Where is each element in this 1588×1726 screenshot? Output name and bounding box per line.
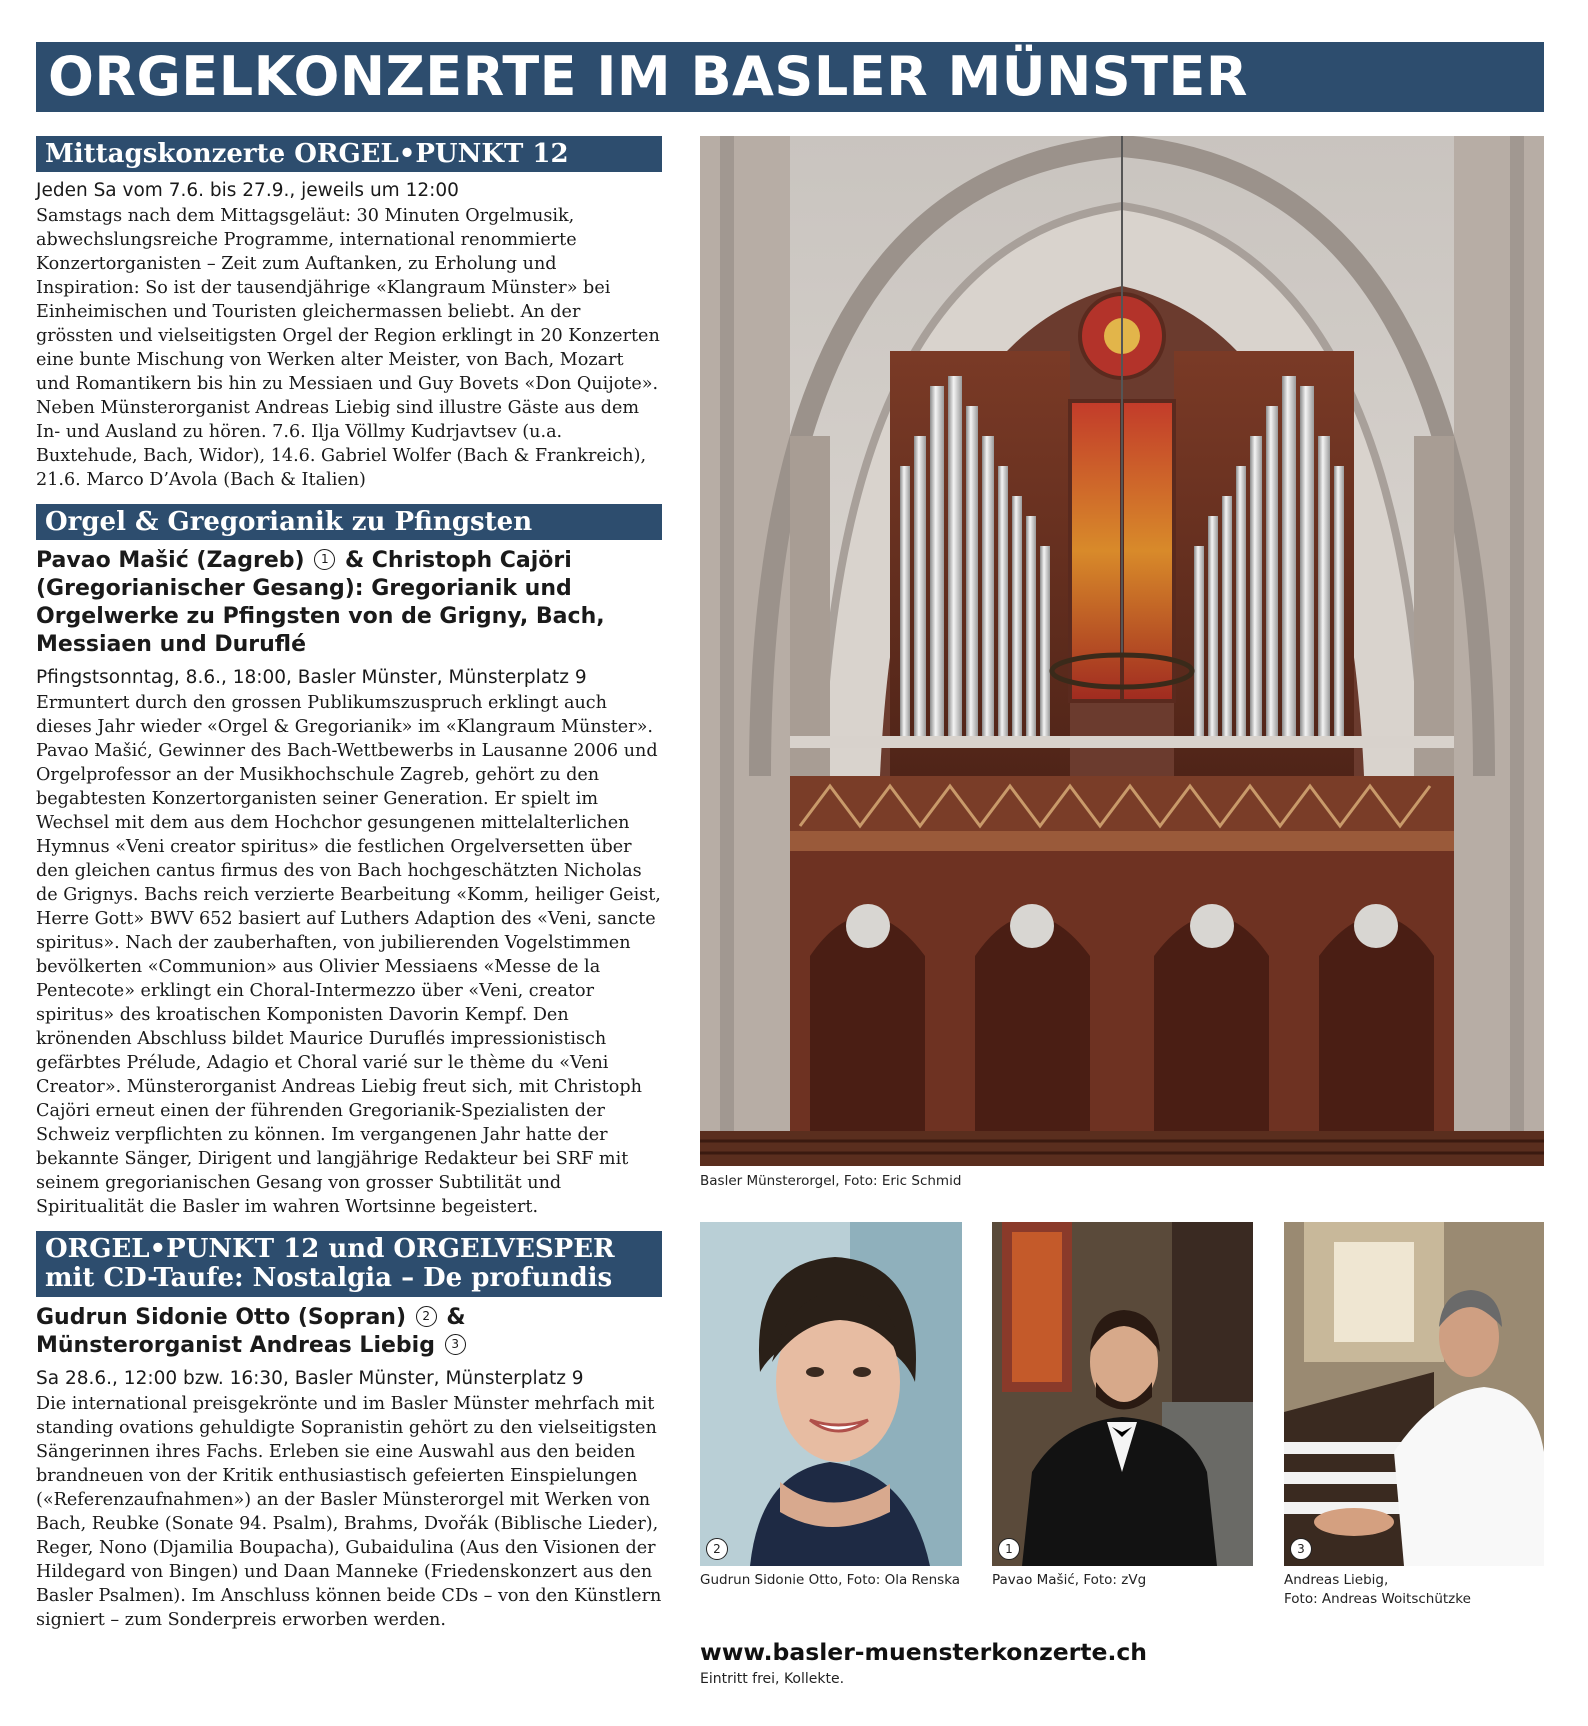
section2-body: Ermuntert durch den grossen Publikumszuspruch erklingt auch dieses Jahr wieder «Orgel & Gregorianik» im «Klangraum Münster». Pavao Mašić, Gewinner des Bach-Wettbewerbs in Lausanne 2006 und Orgelprofessor an der Musikhochschule Zagreb, gehört zu den begabtesten Konzertorganisten seiner Generation. Er spielt im Wechsel mit dem aus dem Hochchor gesungenen mittelalterlichen Hymnus «Veni creator spiritus» die festlichen Orgelversetten über den gleichen cantus firmus des von Bach hochgeschätzten Nicholas de Grignys. Bachs reich verzierte Bearbeitung «Komm, heiliger Geist, Herre Gott» BWV 652 basiert auf Luthers Adaption des «Veni, sancte spiritus». Nach der zauberhaften, von jubilierenden Vogelstimmen bevölkerten «Communion» aus Olivier Messiaens «Messe de la Pentecote» erklingt ein Choral-Intermezzo über «Veni, creator spiritus» des kroatischen Komponisten Davorin Kempf. Den krönenden Abschluss bildet Maurice Duruflés impressionistisch gefärbtes Prélude, Adagio et Choral varié sur le thème du «Veni Creator». Münsterorganist Andreas Liebig freut sich, mit Christoph Cajöri erneut einen der führenden Gregorianik-Spezialisten der Schweiz verpflichten zu können. Im vergangenen Jahr hatte der bekannte Sänger, Dirigent und langjährige Redakteur bei SRF mit seinem gregorianischen Gesang von grosser Subtilität und Spiritualität die Basler im wahren Wortsinne begeistert.	[36, 693, 661, 1217]
organ-photo-illustration	[700, 136, 1544, 1166]
marker-1-icon: 1	[314, 549, 335, 570]
section-heading-pfingsten: Orgel & Gregorianik zu Pfingsten	[36, 504, 662, 540]
otto-portrait-illustration	[700, 1222, 962, 1566]
masic-photo	[992, 1222, 1253, 1566]
section2-title-part2: & Christoph Cajöri (Gregorianischer Gesang): Gregorianik und Orgelwerke zu Pfingsten von de Grigny, Bach, Messiaen und Duruflé	[36, 548, 605, 657]
liebig-portrait-illustration	[1284, 1222, 1544, 1566]
organ-photo-caption: Basler Münsterorgel, Foto: Eric Schmid	[700, 1173, 962, 1189]
liebig-caption	[1284, 1571, 1471, 1609]
section-heading-orgelvesper	[36, 1231, 662, 1297]
section-heading-mittagskonzerte: Mittagskonzerte ORGEL•PUNKT 12	[36, 136, 662, 172]
title-banner	[36, 42, 1544, 112]
section3-title-part1: Gudrun Sidonie Otto (Sopran)	[36, 1305, 407, 1330]
otto-caption: Gudrun Sidonie Otto, Foto: Ola Renska	[700, 1572, 961, 1588]
marker-2-icon: 2	[416, 1306, 437, 1327]
section3-title-part2: & Münsterorganist Andreas Liebig	[36, 1305, 466, 1358]
section3-dates: Sa 28.6., 12:00 bzw. 16:30, Basler Münster, Münsterplatz 9	[36, 1368, 584, 1389]
section3-body: Die international preisgekrönte und im Basler Münster mehrfach mit standing ovations gehuldigte Sopranistin gehört zu den vielseitigsten Sängerinnen ihres Fachs. Erleben sie eine Auswahl aus den beiden brandneuen von der Kritik enthusiastisch gefeierten Einspielungen («Referenzaufnahmen») an der Basler Münsterorgel mit Werken von Bach, Reubke (Sonate 94. Psalm), Brahms, Dvořák (Biblische Lieder), Reger, Nono (Djamilia Boupacha), Gubaidulina (Aus den Visionen der Hildegard von Bingen) und Daan Manneke (Friedenskonzert aus den Basler Psalmen). Im Anschluss können beide CDs – von den Künstlern signiert – zum Sonderpreis erworben werden.	[36, 1394, 662, 1630]
masic-portrait-illustration	[992, 1222, 1253, 1566]
section2-dates: Pfingstsonntag, 8.6., 18:00, Basler Münster, Münsterplatz 9	[36, 667, 587, 688]
section3-title	[36, 1304, 662, 1360]
section1-body: Samstags nach dem Mittagsgeläut: 30 Minuten Orgelmusik, abwechslungsreiche Programme, international renommierte Konzertorganisten – Zeit zum Auftanken, zu Erholung und Inspiration: So ist der tausendjährige «Klangraum Münster» bei Einheimischen und Touristen gleichermassen beliebt. An der grössten und vielseitigsten Orgel der Region erklingt in 20 Konzerten eine bunte Mischung von Werken alter Meister, von Bach, Mozart und Romantikern bis hin zu Messiaen und Guy Bovets «Don Quijote». Neben Münsterorganist Andreas Liebig sind illustre Gäste aus dem In- und Ausland zu hören. 7.6. Ilja Völlmy Kudrjavtsev (u.a. Buxtehude, Bach, Widor), 14.6. Gabriel Wolfer (Bach & Frankreich), 21.6. Marco D’Avola (Bach & Italien)	[36, 206, 660, 490]
liebig-photo	[1284, 1222, 1544, 1566]
otto-photo	[700, 1222, 962, 1566]
page-title: ORGELKONZERTE IM BASLER MÜNSTER	[48, 45, 1248, 108]
liebig-caption-line2: Foto: Andreas Woitschützke	[1284, 1591, 1471, 1607]
otto-marker-badge: 2	[706, 1538, 728, 1560]
masic-marker-badge: 1	[998, 1538, 1020, 1560]
liebig-marker-badge: 3	[1290, 1538, 1312, 1560]
masic-caption: Pavao Mašić, Foto: zVg	[992, 1572, 1147, 1588]
section2-title-part1: Pavao Mašić (Zagreb)	[36, 548, 305, 573]
entry-note: Eintritt frei, Kollekte.	[700, 1671, 845, 1687]
left-column	[36, 136, 662, 1644]
section2-title	[36, 547, 662, 659]
marker-3-icon: 3	[445, 1334, 466, 1355]
section1-dates: Jeden Sa vom 7.6. bis 27.9., jeweils um 12:00	[36, 180, 459, 201]
liebig-caption-line1: Andreas Liebig,	[1284, 1572, 1389, 1588]
organ-photo	[700, 136, 1544, 1166]
website-link[interactable]: www.basler-muensterkonzerte.ch	[700, 1638, 1148, 1666]
section3-heading-line2: mit CD-Taufe: Nostalgia – De profundis	[45, 1263, 613, 1293]
section3-heading-line1: ORGEL•PUNKT 12 und ORGELVESPER	[45, 1234, 615, 1264]
